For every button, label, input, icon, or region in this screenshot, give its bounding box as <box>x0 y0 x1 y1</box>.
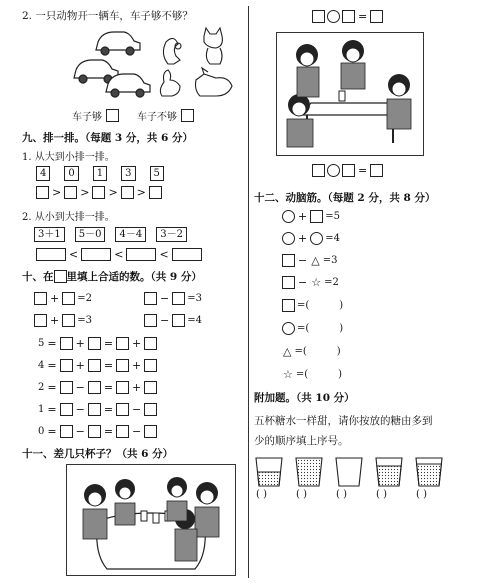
chain-number: 1 <box>38 404 45 415</box>
brain-answer-row <box>282 345 341 358</box>
kids-cups-illustration <box>66 464 236 576</box>
expr-box: 3－2 <box>156 227 187 242</box>
answer-box[interactable] <box>116 403 129 416</box>
answer-box[interactable] <box>149 186 162 199</box>
chain-row: 2 = − = + <box>38 381 157 394</box>
equation-result: =2 <box>77 293 92 304</box>
squirrel-icon <box>163 38 181 64</box>
car-icon <box>106 74 150 97</box>
answer-box[interactable] <box>88 337 101 350</box>
answer-box[interactable] <box>62 292 75 305</box>
chain-number: 5 <box>38 338 45 349</box>
expr-box: 4－4 <box>115 227 146 242</box>
answer-open: =( <box>297 323 310 334</box>
answer-box[interactable] <box>312 164 325 177</box>
circle-symbol <box>282 232 295 245</box>
square-symbol <box>282 299 295 312</box>
answer-box[interactable] <box>60 381 73 394</box>
answer-box[interactable] <box>34 292 47 305</box>
cup-icon <box>336 458 362 486</box>
brain-eq-row: + =5 <box>282 210 340 223</box>
section-9-q2: 2. 从小到大排一排。 <box>22 212 115 223</box>
operator-circle[interactable] <box>327 164 340 177</box>
kids-table-illustration <box>276 32 424 156</box>
brain-answer-row <box>282 322 343 335</box>
answer-box[interactable] <box>106 109 119 122</box>
answer-open: =( <box>294 346 307 357</box>
square-symbol <box>310 210 323 223</box>
circle-symbol <box>282 322 295 335</box>
answer-box[interactable] <box>342 10 355 23</box>
equation-result: =3 <box>77 315 92 326</box>
number-box: 3 <box>121 166 135 181</box>
answer-box[interactable] <box>121 186 134 199</box>
number-box: 1 <box>93 166 107 181</box>
number-box: 4 <box>36 166 50 181</box>
chain-row: 0 = − = − <box>38 425 157 438</box>
equation-row: − =3 <box>144 292 202 305</box>
cup-label[interactable]: ( ) <box>376 489 387 500</box>
star-symbol: ☆ <box>311 276 322 289</box>
answer-box[interactable] <box>60 403 73 416</box>
brain-eq-row: + =4 <box>282 232 340 245</box>
answer-box[interactable] <box>92 186 105 199</box>
equation-result: =5 <box>325 211 340 222</box>
order-asc-row: < < < <box>36 248 202 261</box>
triangle-symbol: △ <box>283 345 292 358</box>
answer-box[interactable] <box>144 337 157 350</box>
answer-box[interactable] <box>88 359 101 372</box>
equation-row: − =4 <box>144 314 202 327</box>
number-box: 0 <box>64 166 78 181</box>
answer-box[interactable] <box>116 425 129 438</box>
section-10-title <box>22 269 202 284</box>
cup-label[interactable]: ( ) <box>416 489 427 500</box>
sugar-cups-illustration <box>252 456 448 488</box>
brain-eq-row: − ☆ =2 <box>282 276 339 289</box>
answer-box[interactable] <box>36 248 66 261</box>
option-not-enough-label: 车子不够 <box>137 112 177 123</box>
q2-title: 2. 一只动物开一辆车，车子够不够？ <box>22 10 193 22</box>
answer-box[interactable] <box>370 10 383 23</box>
answer-box[interactable] <box>370 164 383 177</box>
section-9-q1: 1. 从大到小排一排。 <box>22 152 115 163</box>
brain-eq-row: − △ =3 <box>282 254 337 267</box>
number-box: 5 <box>150 166 164 181</box>
option-enough-label: 车子够 <box>72 112 102 123</box>
chain-number: 0 <box>38 426 45 437</box>
equation-row: + =2 <box>34 292 92 305</box>
chain-number: 4 <box>38 360 45 371</box>
equation-result: =4 <box>325 233 340 244</box>
answer-open: =( <box>295 369 309 380</box>
cup-label[interactable]: ( ) <box>256 489 267 500</box>
section-11-title: 十一、差几只杯子？（共 6 分） <box>22 448 174 460</box>
answer-box[interactable] <box>342 164 355 177</box>
answer-box[interactable] <box>88 403 101 416</box>
column-divider <box>248 6 249 578</box>
answer-box[interactable] <box>88 381 101 394</box>
answer-box[interactable] <box>144 425 157 438</box>
brain-answer-row <box>282 368 342 381</box>
chain-row: 1 = − = − <box>38 403 157 416</box>
answer-box[interactable] <box>34 314 47 327</box>
equation-result: =3 <box>322 255 338 266</box>
answer-box[interactable] <box>36 186 49 199</box>
equation-result: =3 <box>187 293 202 304</box>
chain-number: 2 <box>38 382 45 393</box>
section-9-title: 九、排一排。（每题 3 分，共 6 分） <box>22 132 193 144</box>
fox-icon <box>196 68 233 96</box>
car-icon <box>96 32 140 55</box>
sample-box <box>54 270 67 283</box>
answer-box[interactable] <box>116 381 129 394</box>
answer-box[interactable] <box>60 337 73 350</box>
answer-box[interactable] <box>144 314 157 327</box>
section-10-title-post: 里填上合适的数。（共 9 分） <box>66 271 202 283</box>
equation-result: =2 <box>324 277 339 288</box>
cup-icon <box>296 458 322 486</box>
answer-box[interactable] <box>126 248 156 261</box>
star-symbol: ☆ <box>283 368 293 381</box>
circle-symbol <box>310 232 323 245</box>
cars-animals-illustration <box>68 24 238 104</box>
square-symbol <box>282 254 295 267</box>
answer-open: =( <box>297 300 310 311</box>
rabbit-icon <box>160 70 180 96</box>
answer-box[interactable] <box>144 403 157 416</box>
answer-close: ) <box>338 369 343 380</box>
operator-circle[interactable] <box>327 10 340 23</box>
answer-box[interactable] <box>64 186 77 199</box>
answer-box[interactable] <box>81 248 111 261</box>
circle-symbol <box>282 210 295 223</box>
answer-close: ) <box>339 300 344 311</box>
cup-equation-row: = <box>312 164 383 177</box>
answer-box[interactable] <box>172 292 185 305</box>
equation-result: =4 <box>187 315 202 326</box>
answer-box[interactable] <box>172 248 202 261</box>
section-12-title: 十二、动脑筋。（每题 2 分，共 8 分） <box>254 192 436 204</box>
answer-box[interactable] <box>60 425 73 438</box>
chain-row: 4 = + = + <box>38 359 157 372</box>
answer-box[interactable] <box>144 292 157 305</box>
answer-box[interactable] <box>181 109 194 122</box>
section-10-title-pre: 十、在 <box>22 271 54 283</box>
answer-box[interactable] <box>172 314 185 327</box>
answer-box[interactable] <box>144 359 157 372</box>
cup-label[interactable]: ( ) <box>296 489 307 500</box>
cup-equation-row: = <box>312 10 383 23</box>
answer-box[interactable] <box>88 425 101 438</box>
bonus-text-2: 少的顺序填上序号。 <box>254 435 349 447</box>
answer-close: ) <box>339 323 344 334</box>
cat-icon <box>204 28 222 64</box>
answer-box[interactable] <box>116 337 129 350</box>
square-symbol <box>282 276 295 289</box>
answer-box[interactable] <box>62 314 75 327</box>
answer-box[interactable] <box>312 10 325 23</box>
order-desc-row: > > > > <box>36 186 162 199</box>
expr-box: 5－0 <box>75 227 106 242</box>
equation-row: + =3 <box>34 314 92 327</box>
chain-row: 5 = + = + <box>38 337 157 350</box>
answer-close: ) <box>336 346 341 357</box>
expr-box: 3＋1 <box>34 227 65 242</box>
answer-box[interactable] <box>116 359 129 372</box>
answer-box[interactable] <box>144 381 157 394</box>
bonus-text-1: 五杯糖水一样甜，请你按放的糖由多到 <box>254 415 433 427</box>
triangle-symbol: △ <box>311 254 320 267</box>
brain-answer-row <box>282 299 343 312</box>
cup-label[interactable]: ( ) <box>336 489 347 500</box>
bonus-title: 附加题。（共 10 分） <box>254 392 355 404</box>
answer-box[interactable] <box>60 359 73 372</box>
